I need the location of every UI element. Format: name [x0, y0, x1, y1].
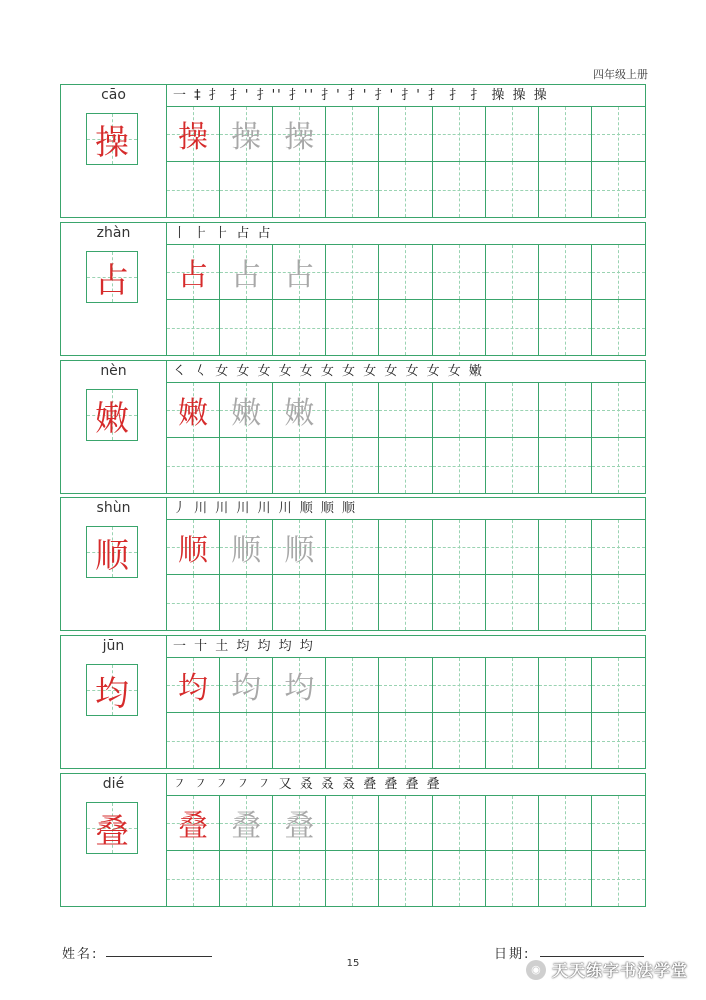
blank-practice-cell[interactable] — [326, 245, 379, 300]
blank-practice-cell[interactable] — [167, 713, 220, 768]
practice-grid — [167, 520, 645, 630]
model-character-box — [86, 664, 138, 716]
blank-practice-cell[interactable] — [539, 107, 592, 162]
date-line[interactable] — [540, 956, 644, 957]
stroke-order: ㇛ 𡿨 女 女 女 女 女 女 女 女 女 女 女 女 嫩 — [167, 361, 645, 383]
blank-practice-cell[interactable] — [539, 713, 592, 768]
blank-practice-cell[interactable] — [486, 658, 539, 713]
blank-practice-cell[interactable] — [167, 438, 220, 493]
pinyin: zhàn — [96, 225, 131, 241]
grade-label: 四年级上册 — [593, 68, 648, 81]
blank-practice-cell[interactable] — [220, 438, 273, 493]
blank-practice-cell[interactable] — [326, 383, 379, 438]
blank-practice-cell[interactable] — [486, 245, 539, 300]
blank-practice-cell[interactable] — [433, 658, 486, 713]
trace-character-cell[interactable] — [273, 245, 326, 300]
blank-practice-cell[interactable] — [539, 162, 592, 217]
blank-practice-cell[interactable] — [486, 575, 539, 630]
blank-practice-cell[interactable] — [220, 851, 273, 906]
blank-practice-cell[interactable] — [592, 162, 645, 217]
blank-practice-cell[interactable] — [592, 107, 645, 162]
blank-practice-cell[interactable] — [167, 300, 220, 355]
example-character: 操 — [178, 120, 209, 155]
blank-practice-cell[interactable] — [273, 300, 326, 355]
stroke-order: 丿 川 川 川 川 川 顺 顺 顺 — [167, 498, 645, 520]
blank-practice-cell[interactable] — [486, 162, 539, 217]
stroke-order: ㇇ ㇇ ㇇ ㇇ ㇇ 又 叒 叒 叒 叠 叠 叠 叠 — [167, 774, 645, 796]
blank-practice-cell[interactable] — [326, 575, 379, 630]
trace-character: 叠 — [231, 809, 262, 844]
practice-grid — [167, 107, 645, 217]
blank-practice-cell[interactable] — [486, 300, 539, 355]
blank-practice-cell[interactable] — [379, 575, 432, 630]
blank-practice-cell[interactable] — [326, 796, 379, 851]
model-character-box — [86, 802, 138, 854]
trace-character: 顺 — [284, 533, 315, 568]
character-card — [60, 773, 646, 907]
blank-practice-cell[interactable] — [539, 245, 592, 300]
blank-practice-cell[interactable] — [167, 162, 220, 217]
example-character: 嫩 — [178, 396, 209, 431]
wechat-icon: ◉ — [526, 960, 546, 980]
blank-practice-cell[interactable] — [326, 851, 379, 906]
blank-practice-cell[interactable] — [592, 575, 645, 630]
practice-grid — [167, 245, 645, 355]
blank-practice-cell[interactable] — [592, 851, 645, 906]
blank-practice-cell[interactable] — [539, 438, 592, 493]
blank-practice-cell[interactable] — [433, 575, 486, 630]
date-label: 日期: — [494, 947, 531, 962]
trace-character: 均 — [284, 671, 315, 706]
blank-practice-cell[interactable] — [167, 851, 220, 906]
blank-practice-cell[interactable] — [592, 520, 645, 575]
character-card — [60, 360, 646, 494]
character-info — [61, 85, 167, 217]
blank-practice-cell[interactable] — [220, 162, 273, 217]
trace-character-cell[interactable] — [220, 796, 273, 851]
pinyin: cāo — [101, 87, 126, 103]
stroke-order: 一 十 土 均 均 均 均 — [167, 636, 645, 658]
character-info — [61, 498, 167, 630]
blank-practice-cell[interactable] — [433, 520, 486, 575]
trace-character: 占 — [231, 258, 262, 293]
blank-practice-cell[interactable] — [539, 658, 592, 713]
blank-practice-cell[interactable] — [379, 300, 432, 355]
trace-character-cell[interactable] — [273, 520, 326, 575]
pinyin: jūn — [102, 638, 125, 654]
character-info — [61, 361, 167, 493]
blank-practice-cell[interactable] — [273, 438, 326, 493]
model-character: 占 — [95, 260, 129, 301]
blank-practice-cell[interactable] — [326, 520, 379, 575]
example-character-cell[interactable] — [167, 107, 220, 162]
blank-practice-cell[interactable] — [379, 520, 432, 575]
blank-practice-cell[interactable] — [379, 438, 432, 493]
character-info — [61, 636, 167, 768]
example-character-cell[interactable] — [167, 658, 220, 713]
trace-character-cell[interactable] — [273, 107, 326, 162]
example-character: 占 — [178, 258, 209, 293]
blank-practice-cell[interactable] — [433, 438, 486, 493]
watermark-text: 天天练字书法学堂 — [551, 961, 688, 980]
blank-practice-cell[interactable] — [326, 713, 379, 768]
blank-practice-cell[interactable] — [379, 107, 432, 162]
practice-grid — [167, 383, 645, 493]
blank-practice-cell[interactable] — [486, 520, 539, 575]
practice-grid — [167, 658, 645, 768]
blank-practice-cell[interactable] — [539, 300, 592, 355]
blank-practice-cell[interactable] — [592, 383, 645, 438]
blank-practice-cell[interactable] — [433, 851, 486, 906]
model-character-box — [86, 251, 138, 303]
character-info — [61, 223, 167, 355]
blank-practice-cell[interactable] — [592, 796, 645, 851]
blank-practice-cell[interactable] — [326, 300, 379, 355]
blank-practice-cell[interactable] — [539, 383, 592, 438]
model-character: 均 — [95, 673, 129, 714]
blank-practice-cell[interactable] — [539, 575, 592, 630]
trace-character: 叠 — [284, 809, 315, 844]
trace-character: 均 — [231, 671, 262, 706]
blank-practice-cell[interactable] — [592, 658, 645, 713]
blank-practice-cell[interactable] — [433, 245, 486, 300]
trace-character: 顺 — [231, 533, 262, 568]
example-character-cell[interactable] — [167, 520, 220, 575]
blank-practice-cell[interactable] — [220, 713, 273, 768]
trace-character-cell[interactable] — [220, 658, 273, 713]
character-card — [60, 222, 646, 356]
trace-character-cell[interactable] — [220, 520, 273, 575]
blank-practice-cell[interactable] — [273, 851, 326, 906]
model-character: 嫩 — [95, 398, 129, 439]
blank-practice-cell[interactable] — [273, 713, 326, 768]
character-card — [60, 497, 646, 631]
example-character-cell[interactable] — [167, 245, 220, 300]
blank-practice-cell[interactable] — [592, 300, 645, 355]
blank-practice-cell[interactable] — [220, 300, 273, 355]
trace-character: 嫩 — [231, 396, 262, 431]
blank-practice-cell[interactable] — [433, 383, 486, 438]
blank-practice-cell[interactable] — [273, 162, 326, 217]
blank-practice-cell[interactable] — [433, 300, 486, 355]
blank-practice-cell[interactable] — [326, 162, 379, 217]
blank-practice-cell[interactable] — [379, 162, 432, 217]
character-card — [60, 84, 646, 218]
blank-practice-cell[interactable] — [539, 796, 592, 851]
trace-character: 操 — [231, 120, 262, 155]
blank-practice-cell[interactable] — [486, 383, 539, 438]
model-character: 顺 — [95, 535, 129, 576]
stroke-order: 一 ‡ 扌 扌' 扌'' 扌'' 扌' 扌' 扌' 扌' 扌 扌 扌 操 操 操 — [167, 85, 645, 107]
practice-grid — [167, 796, 645, 906]
blank-practice-cell[interactable] — [539, 520, 592, 575]
blank-practice-cell[interactable] — [379, 383, 432, 438]
trace-character: 嫩 — [284, 396, 315, 431]
pinyin: dié — [102, 776, 125, 792]
blank-practice-cell[interactable] — [379, 796, 432, 851]
example-character-cell[interactable] — [167, 796, 220, 851]
blank-practice-cell[interactable] — [433, 713, 486, 768]
blank-practice-cell[interactable] — [220, 575, 273, 630]
blank-practice-cell[interactable] — [539, 851, 592, 906]
character-card — [60, 635, 646, 769]
blank-practice-cell[interactable] — [433, 107, 486, 162]
example-character-cell[interactable] — [167, 383, 220, 438]
page-number: 15 — [346, 958, 360, 969]
blank-practice-cell[interactable] — [379, 713, 432, 768]
blank-practice-cell[interactable] — [592, 438, 645, 493]
model-character: 叠 — [95, 811, 129, 852]
character-info — [61, 774, 167, 906]
model-character-box — [86, 389, 138, 441]
blank-practice-cell[interactable] — [486, 713, 539, 768]
stroke-order: 丨 ⺊ ⺊ 占 占 — [167, 223, 645, 245]
blank-practice-cell[interactable] — [486, 107, 539, 162]
trace-character-cell[interactable] — [220, 107, 273, 162]
blank-practice-cell[interactable] — [167, 575, 220, 630]
model-character-box — [86, 113, 138, 165]
trace-character-cell[interactable] — [273, 383, 326, 438]
blank-practice-cell[interactable] — [433, 162, 486, 217]
trace-character: 占 — [284, 258, 315, 293]
blank-practice-cell[interactable] — [486, 438, 539, 493]
trace-character-cell[interactable] — [273, 796, 326, 851]
watermark — [526, 958, 688, 981]
blank-practice-cell[interactable] — [433, 796, 486, 851]
blank-practice-cell[interactable] — [592, 713, 645, 768]
blank-practice-cell[interactable] — [273, 575, 326, 630]
name-label: 姓名: — [62, 947, 99, 962]
blank-practice-cell[interactable] — [379, 245, 432, 300]
blank-practice-cell[interactable] — [379, 658, 432, 713]
blank-practice-cell[interactable] — [326, 107, 379, 162]
blank-practice-cell[interactable] — [326, 438, 379, 493]
trace-character: 操 — [284, 120, 315, 155]
example-character: 叠 — [178, 809, 209, 844]
blank-practice-cell[interactable] — [592, 245, 645, 300]
example-character: 顺 — [178, 533, 209, 568]
pinyin: nèn — [100, 363, 127, 379]
model-character: 操 — [95, 122, 129, 163]
pinyin: shùn — [96, 500, 131, 516]
name-line[interactable] — [106, 956, 212, 957]
model-character-box — [86, 526, 138, 578]
blank-practice-cell[interactable] — [486, 851, 539, 906]
trace-character-cell[interactable] — [273, 658, 326, 713]
example-character: 均 — [178, 671, 209, 706]
blank-practice-cell[interactable] — [379, 851, 432, 906]
trace-character-cell[interactable] — [220, 383, 273, 438]
blank-practice-cell[interactable] — [326, 658, 379, 713]
trace-character-cell[interactable] — [220, 245, 273, 300]
blank-practice-cell[interactable] — [486, 796, 539, 851]
